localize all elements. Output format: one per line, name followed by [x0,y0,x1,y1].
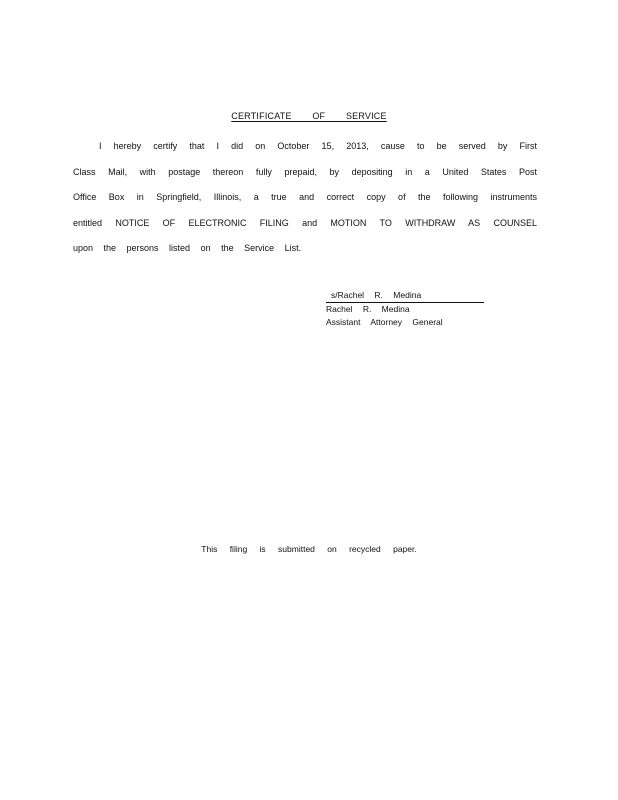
signature-block [326,289,484,329]
certificate-body: I hereby certify that I did on October 15, 2013, cause to be served by First Class Mail, with postage thereon fully prepaid, by depositing in a United States Post Office Box in Springfield, Illinois, a true and correct copy of the following instruments entitled NOTICE OF ELECTRONIC FILING and MOTION TO WITHDRAW AS COUNSEL upon the persons listed on the Service List. [73,141,537,253]
signer-name: Rachel R. Medina [326,304,410,314]
title-text: CERTIFICATE OF SERVICE [231,111,387,121]
signature-line: s/Rachel R. Medina [326,289,484,303]
signer-title: Assistant Attorney General [326,317,443,327]
document-title [0,111,618,121]
recycled-paper-note: This filing is submitted on recycled paper. [201,544,417,554]
